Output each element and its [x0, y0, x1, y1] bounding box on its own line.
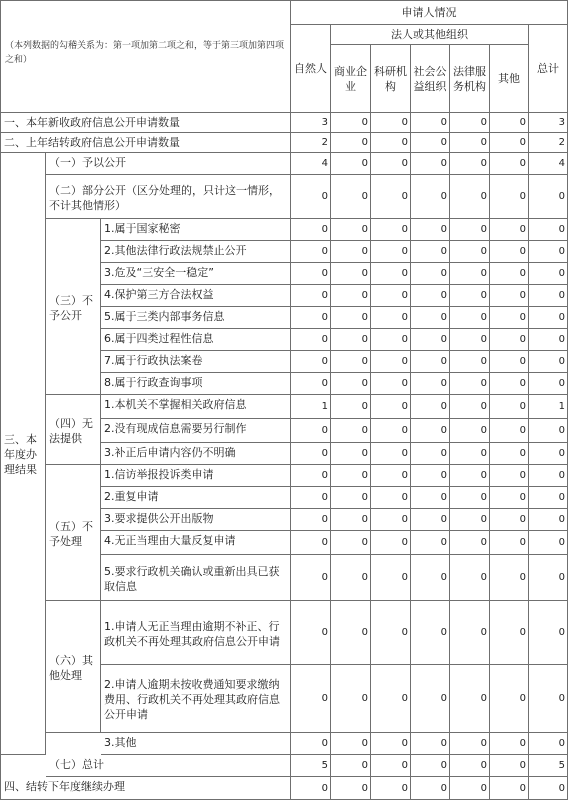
group-4-label: （四）无法提供 [46, 395, 101, 465]
group-5-label: （五）不予处理 [46, 465, 101, 601]
row-label: （七）总计 [46, 755, 291, 777]
value-cell: 0 [411, 219, 450, 241]
value-cell: 0 [411, 329, 450, 351]
row-label: 7.属于行政执法案卷 [101, 351, 291, 373]
row-label: 8.属于行政查询事项 [101, 373, 291, 395]
col-header: 总计 [529, 25, 568, 113]
col-header: 科研机构 [371, 45, 411, 113]
note-cell: （本列数据的勾稽关系为：第一项加第二项之和，等于第三项加第四项之和） [1, 1, 291, 113]
row-label: 2.申请人逾期未按收费通知要求缴纳费用、行政机关不再处理其政府信息公开申请 [101, 665, 291, 733]
value-cell: 0 [529, 175, 568, 219]
row-label: 二、上年结转政府信息公开申请数量 [1, 133, 291, 153]
row-label: 4.无正当理由大量反复申请 [101, 531, 291, 555]
value-cell: 0 [450, 443, 490, 465]
value-cell: 0 [529, 777, 568, 800]
value-cell: 0 [490, 419, 529, 443]
value-cell: 0 [529, 219, 568, 241]
value-cell: 0 [371, 733, 411, 755]
row-label: 四、结转下年度继续办理 [1, 777, 291, 800]
value-cell: 0 [291, 329, 331, 351]
row-label: 3.危及“三安全一稳定” [101, 263, 291, 285]
value-cell: 0 [490, 555, 529, 601]
value-cell: 0 [490, 443, 529, 465]
row-label: 6.属于四类过程性信息 [101, 329, 291, 351]
value-cell: 0 [490, 133, 529, 153]
value-cell: 0 [331, 465, 371, 487]
value-cell: 0 [450, 113, 490, 133]
value-cell: 0 [450, 465, 490, 487]
value-cell: 0 [371, 307, 411, 329]
value-cell: 0 [291, 665, 331, 733]
value-cell: 0 [291, 555, 331, 601]
value-cell: 0 [529, 263, 568, 285]
value-cell: 0 [331, 153, 371, 175]
row-label: 2.没有现成信息需要另行制作 [101, 419, 291, 443]
value-cell: 0 [450, 307, 490, 329]
value-cell: 0 [450, 175, 490, 219]
value-cell: 0 [490, 755, 529, 777]
value-cell: 0 [291, 419, 331, 443]
row-label: 1.信访举报投诉类申请 [101, 465, 291, 487]
value-cell: 0 [490, 531, 529, 555]
value-cell: 0 [529, 351, 568, 373]
value-cell: 0 [490, 329, 529, 351]
value-cell: 0 [529, 443, 568, 465]
value-cell: 0 [331, 285, 371, 307]
row-label: 3.要求提供公开出版物 [101, 509, 291, 531]
row-label: 2.重复申请 [101, 487, 291, 509]
value-cell: 0 [411, 307, 450, 329]
value-cell: 0 [291, 263, 331, 285]
value-cell: 0 [529, 329, 568, 351]
value-cell: 0 [450, 601, 490, 665]
value-cell: 0 [490, 153, 529, 175]
value-cell: 0 [411, 133, 450, 153]
value-cell: 0 [371, 113, 411, 133]
section-3-label: 三、本年度办理结果 [1, 153, 46, 755]
row-label: 3.其他 [101, 733, 291, 755]
value-cell: 0 [331, 531, 371, 555]
value-cell: 0 [371, 285, 411, 307]
value-cell: 0 [371, 487, 411, 509]
legal-persons-header: 法人或其他组织 [331, 25, 529, 45]
value-cell: 0 [529, 487, 568, 509]
value-cell: 0 [331, 113, 371, 133]
value-cell: 0 [411, 443, 450, 465]
value-cell: 0 [450, 351, 490, 373]
value-cell: 0 [450, 263, 490, 285]
value-cell: 0 [450, 555, 490, 601]
value-cell: 0 [331, 373, 371, 395]
value-cell: 1 [291, 395, 331, 419]
row-label: 1.属于国家秘密 [101, 219, 291, 241]
value-cell: 0 [450, 487, 490, 509]
value-cell: 0 [371, 665, 411, 733]
value-cell: 0 [490, 307, 529, 329]
value-cell: 0 [411, 153, 450, 175]
value-cell: 0 [529, 241, 568, 263]
value-cell: 0 [529, 419, 568, 443]
value-cell: 0 [331, 443, 371, 465]
value-cell: 0 [450, 531, 490, 555]
value-cell: 0 [529, 601, 568, 665]
value-cell: 0 [529, 665, 568, 733]
row-label: （一）予以公开 [46, 153, 291, 175]
value-cell: 0 [371, 153, 411, 175]
group-6-label: （六）其他处理 [46, 601, 101, 733]
value-cell: 0 [291, 509, 331, 531]
value-cell: 2 [529, 133, 568, 153]
value-cell: 0 [291, 285, 331, 307]
value-cell: 0 [490, 733, 529, 755]
value-cell: 0 [490, 777, 529, 800]
applicant-info-header: 申请人情况 [291, 1, 568, 25]
value-cell: 0 [331, 555, 371, 601]
value-cell: 0 [331, 665, 371, 733]
value-cell: 0 [411, 465, 450, 487]
value-cell: 0 [371, 329, 411, 351]
value-cell: 0 [490, 509, 529, 531]
value-cell: 0 [490, 465, 529, 487]
value-cell: 0 [371, 465, 411, 487]
value-cell: 0 [529, 531, 568, 555]
value-cell: 0 [450, 153, 490, 175]
value-cell: 0 [371, 443, 411, 465]
value-cell: 0 [411, 113, 450, 133]
value-cell: 0 [371, 219, 411, 241]
value-cell: 0 [450, 329, 490, 351]
value-cell: 0 [450, 395, 490, 419]
value-cell: 0 [411, 241, 450, 263]
value-cell: 0 [291, 175, 331, 219]
value-cell: 0 [529, 465, 568, 487]
value-cell: 0 [450, 777, 490, 800]
value-cell: 4 [291, 153, 331, 175]
col-header: 商业企业 [331, 45, 371, 113]
value-cell: 0 [411, 777, 450, 800]
value-cell: 0 [371, 755, 411, 777]
value-cell: 0 [291, 219, 331, 241]
value-cell: 0 [529, 555, 568, 601]
value-cell: 0 [331, 509, 371, 531]
value-cell: 0 [450, 419, 490, 443]
value-cell: 0 [450, 285, 490, 307]
value-cell: 0 [411, 351, 450, 373]
row-label: （二）部分公开（区分处理的，只计这一情形，不计其他情形） [46, 175, 291, 219]
value-cell: 0 [331, 263, 371, 285]
value-cell: 0 [450, 733, 490, 755]
row-label: 2.其他法律行政法规禁止公开 [101, 241, 291, 263]
row-label: 5.属于三类内部事务信息 [101, 307, 291, 329]
value-cell: 0 [371, 531, 411, 555]
value-cell: 1 [529, 395, 568, 419]
value-cell: 5 [529, 755, 568, 777]
value-cell: 0 [411, 733, 450, 755]
value-cell: 0 [291, 307, 331, 329]
value-cell: 0 [490, 113, 529, 133]
value-cell: 0 [331, 329, 371, 351]
value-cell: 0 [490, 175, 529, 219]
value-cell: 0 [331, 241, 371, 263]
value-cell: 0 [450, 133, 490, 153]
value-cell: 0 [291, 733, 331, 755]
value-cell: 0 [371, 395, 411, 419]
col-header: 法律服务机构 [450, 45, 490, 113]
value-cell: 0 [411, 419, 450, 443]
value-cell: 0 [411, 487, 450, 509]
value-cell: 0 [490, 351, 529, 373]
value-cell: 0 [371, 509, 411, 531]
value-cell: 0 [291, 465, 331, 487]
col-header: 自然人 [291, 25, 331, 113]
value-cell: 0 [490, 665, 529, 733]
value-cell: 0 [331, 351, 371, 373]
value-cell: 0 [291, 487, 331, 509]
col-header: 其他 [490, 45, 529, 113]
value-cell: 0 [411, 665, 450, 733]
value-cell: 0 [371, 419, 411, 443]
value-cell: 0 [490, 241, 529, 263]
value-cell: 5 [291, 755, 331, 777]
value-cell: 0 [490, 395, 529, 419]
value-cell: 0 [331, 777, 371, 800]
value-cell: 0 [450, 665, 490, 733]
value-cell: 0 [450, 219, 490, 241]
value-cell: 0 [490, 487, 529, 509]
value-cell: 0 [371, 175, 411, 219]
value-cell: 0 [411, 755, 450, 777]
value-cell: 0 [411, 373, 450, 395]
value-cell: 0 [490, 373, 529, 395]
value-cell: 0 [411, 285, 450, 307]
value-cell: 0 [331, 133, 371, 153]
value-cell: 0 [411, 395, 450, 419]
value-cell: 0 [291, 777, 331, 800]
value-cell: 0 [291, 351, 331, 373]
value-cell: 0 [291, 443, 331, 465]
value-cell: 0 [291, 531, 331, 555]
value-cell: 0 [411, 509, 450, 531]
value-cell: 0 [371, 601, 411, 665]
value-cell: 0 [331, 175, 371, 219]
row-label: 3.补正后申请内容仍不明确 [101, 443, 291, 465]
value-cell: 0 [371, 351, 411, 373]
value-cell: 0 [450, 373, 490, 395]
value-cell: 0 [371, 373, 411, 395]
value-cell: 0 [529, 307, 568, 329]
value-cell: 0 [411, 175, 450, 219]
value-cell: 0 [291, 241, 331, 263]
value-cell: 0 [450, 755, 490, 777]
value-cell: 0 [331, 487, 371, 509]
value-cell: 0 [411, 555, 450, 601]
value-cell: 0 [291, 601, 331, 665]
value-cell: 0 [291, 373, 331, 395]
row-label: 4.保护第三方合法权益 [101, 285, 291, 307]
row-label: 1.申请人无正当理由逾期不补正、行政机关不再处理其政府信息公开申请 [101, 601, 291, 665]
value-cell: 0 [331, 601, 371, 665]
value-cell: 0 [411, 263, 450, 285]
value-cell: 4 [529, 153, 568, 175]
value-cell: 0 [529, 509, 568, 531]
value-cell: 0 [331, 307, 371, 329]
value-cell: 0 [371, 133, 411, 153]
value-cell: 3 [529, 113, 568, 133]
value-cell: 0 [490, 285, 529, 307]
col-header: 社会公益组织 [411, 45, 450, 113]
row-label: 5.要求行政机关确认或重新出具已获取信息 [101, 555, 291, 601]
value-cell: 0 [490, 263, 529, 285]
value-cell: 0 [450, 241, 490, 263]
value-cell: 0 [490, 601, 529, 665]
row-label: 一、本年新收政府信息公开申请数量 [1, 113, 291, 133]
value-cell: 0 [331, 395, 371, 419]
value-cell: 0 [411, 531, 450, 555]
value-cell: 0 [331, 419, 371, 443]
value-cell: 0 [450, 509, 490, 531]
value-cell: 2 [291, 133, 331, 153]
row-label: 1.本机关不掌握相关政府信息 [101, 395, 291, 419]
value-cell: 0 [371, 241, 411, 263]
value-cell: 0 [371, 777, 411, 800]
value-cell: 0 [331, 733, 371, 755]
value-cell: 0 [331, 219, 371, 241]
value-cell: 0 [490, 219, 529, 241]
group-3-label: （三）不予公开 [46, 219, 101, 395]
value-cell: 0 [331, 755, 371, 777]
value-cell: 0 [371, 263, 411, 285]
value-cell: 3 [291, 113, 331, 133]
value-cell: 0 [529, 733, 568, 755]
value-cell: 0 [529, 285, 568, 307]
value-cell: 0 [371, 555, 411, 601]
value-cell: 0 [529, 373, 568, 395]
value-cell: 0 [411, 601, 450, 665]
